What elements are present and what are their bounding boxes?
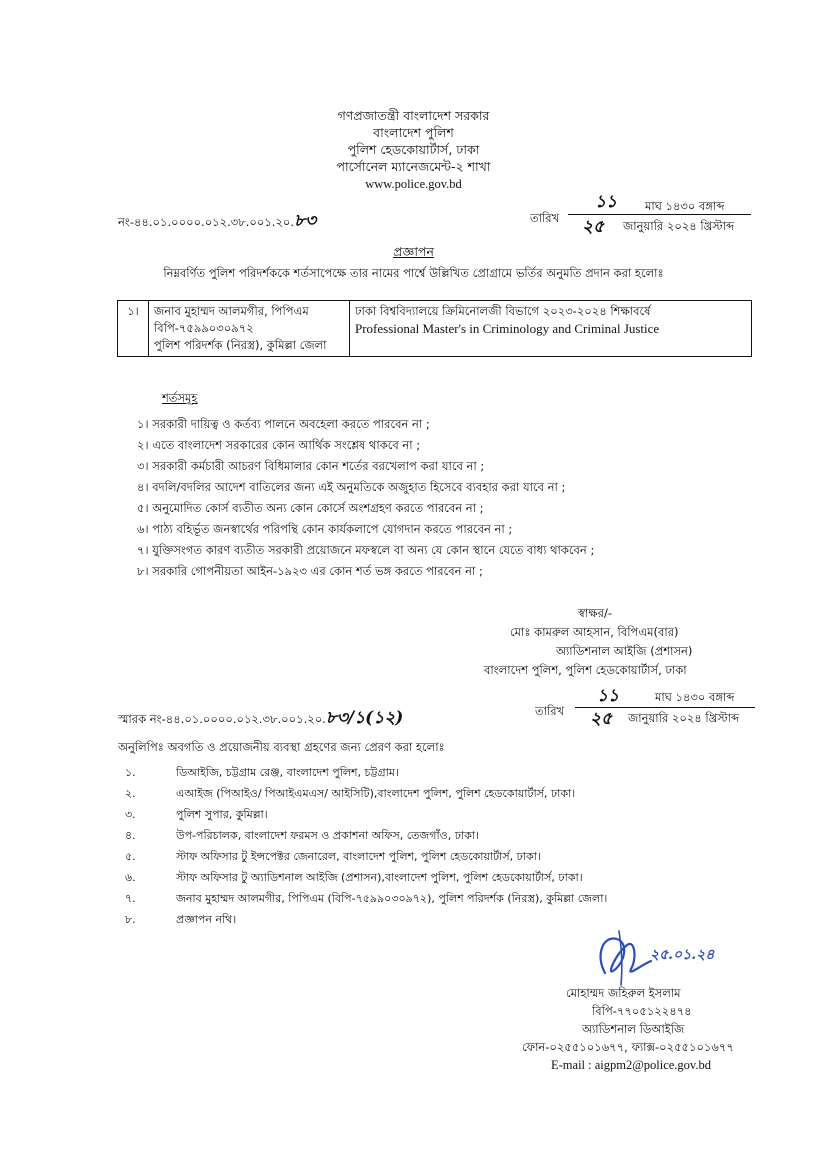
copy-item: স্টাফ অফিসার টু ইন্সপেক্টর জেনারেল, বাংলাদেশ পুলিশ, পুলিশ হেডকোয়ার্টার্স, ঢাকা। <box>176 850 541 863</box>
signatory1-designation: অ্যাডিশনাল আইজি (প্রশাসন) <box>556 644 693 658</box>
header-branch: পার্সোনেল ম্যানেজমেন্ট-২ শাখা <box>336 159 491 174</box>
header-police: বাংলাদেশ পুলিশ <box>373 125 454 140</box>
signatory2-name: মোহাম্মদ জহিরুল ইসলাম <box>566 986 681 1000</box>
signed-mark: স্বাক্ষর/- <box>578 606 613 620</box>
table-row <box>118 301 752 357</box>
memo2-date-bn-day: ১১ <box>597 686 620 706</box>
copy-number: ৮. <box>125 913 136 926</box>
copy-number: ১. <box>125 766 136 779</box>
memo-date-en-day: ২৫ <box>582 217 605 237</box>
copy-item: পুলিশ সুপার, কুমিল্লা। <box>176 808 268 821</box>
memo2-number <box>118 705 403 733</box>
officer-post: পুলিশ পরিদর্শক (নিরস্ত্র), কুমিল্লা জেলা <box>154 338 327 352</box>
memo-date-label: তারিখ <box>530 211 560 225</box>
signatory2-designation: অ্যাডিশনাল ডিআইজি <box>582 1022 685 1036</box>
header-govt: গণপ্রজাতন্ত্রী বাংলাদেশ সরকার <box>337 108 490 123</box>
program-en: Professional Master's in Criminology and Criminal Justice <box>355 321 660 336</box>
condition-item: ১। সরকারী দায়িত্ব ও কর্তব্য পালনে অবহেলা করতে পারবেন না ; <box>137 417 430 431</box>
signatory2-bp: বিপি-৭৭০৫১২২৪৭৪ <box>592 1004 692 1018</box>
signatory1-name: মোঃ কামরুল আহসান, বিপিএম(বার) <box>510 625 679 639</box>
copy-item: উপ-পরিচালক, বাংলাদেশ ফরমস ও প্রকাশনা অফিস, তেজগাঁও, ঢাকা। <box>176 829 479 842</box>
condition-item: ২। এতে বাংলাদেশ সরকারের কোন আর্থিক সংশ্লেষ থাকবে না ; <box>137 438 421 452</box>
condition-item: ৩। সরকারী কর্মচারী আচরণ বিধিমালার কোন শর্তের বরখেলাপ করা যাবে না ; <box>137 459 485 473</box>
memo-date-en: জানুয়ারি ২০২৪ খ্রিস্টাব্দ <box>623 219 735 233</box>
table-cell-serial: ১। <box>118 301 149 357</box>
condition-item: ৬। পাঠ্য বহির্ভূত জনস্বার্থের পরিপন্থি কোন কার্যকলাপে যোগদান করতে পারবেন না ; <box>137 522 513 536</box>
copy-item: এআইজ (পিআইও/ পিআইএমএস/ আইসিটি),বাংলাদেশ পুলিশ, পুলিশ হেডকোয়ার্টার্স, ঢাকা। <box>176 787 576 800</box>
copy-item: স্টাফ অফিসার টু অ্যাডিশনাল আইজি (প্রশাসন),বাংলাদেশ পুলিশ, পুলিশ হেডকোয়ার্টার্স, ঢাকা। <box>176 871 583 884</box>
memo-number <box>118 208 316 236</box>
copy-number: ৩. <box>125 808 136 821</box>
notice-title: প্রজ্ঞাপন <box>393 244 434 259</box>
copy-number: ৬. <box>125 871 136 884</box>
header-website[interactable]: www.police.gov.bd <box>365 177 462 191</box>
memo2-number-handwritten: ৮৩/১(১২) <box>325 708 404 728</box>
memo2-date-bn: মাঘ ১৪৩০ বঙ্গাব্দ <box>655 690 735 704</box>
table-cell-program <box>350 301 752 357</box>
condition-item: ৭। যুক্তিসংগত কারণ ব্যতীত সরকারী প্রয়োজনে মফস্বলে বা অন্য যে কোন স্থানে যেতে বাধ্য থাকবেন ; <box>137 543 595 557</box>
condition-item: ৪। বদলি/বদলির আদেশ বাতিলের জন্য এই অনুমতিকে অজুহাত হিসেবে ব্যবহার করা যাবে না ; <box>137 480 566 494</box>
memo-date-bn-day: ১১ <box>595 192 618 212</box>
memo-date-bn: মাঘ ১৪৩০ বঙ্গাব্দ <box>645 199 725 213</box>
nominee-table <box>117 300 752 357</box>
memo-number-handwritten: ৮৩ <box>294 211 317 231</box>
signatory1-office: বাংলাদেশ পুলিশ, পুলিশ হেডকোয়ার্টার্স, ঢাকা <box>484 663 687 677</box>
table-cell-officer <box>149 301 350 357</box>
signatory2-phone: ফোন-০২৫৫১০১৬৭৭, ফ্যাক্স-০২৫৫১০১৬৭৭ <box>522 1040 734 1054</box>
memo2-date-label: তারিখ <box>535 704 565 718</box>
copy-number: ৭. <box>125 892 136 905</box>
memo-number-text: নং-৪৪.০১.০০০০.০১২.৩৮.০০১.২০. <box>118 215 295 229</box>
signature-date: ২৫.০১.২৪ <box>650 947 715 963</box>
copy-item: প্রজ্ঞাপন নথি। <box>176 913 237 926</box>
officer-name: জনাব মুহাম্মদ আলমগীর, পিপিএম <box>154 304 309 318</box>
officer-bp: বিপি-৭৫৯৯০৩০৯৭২ <box>154 321 254 335</box>
copy-item: ডিআইজি, চট্টগ্রাম রেঞ্জ, বাংলাদেশ পুলিশ, চট্টগ্রাম। <box>176 766 399 779</box>
memo2-number-text: স্মারক নং-৪৪.০১.০০০০.০১২.৩৮.০০১.২০. <box>118 712 326 726</box>
conditions-title: শর্তসমূহ <box>162 391 198 405</box>
copy-number: ২. <box>125 787 136 800</box>
memo2-date-en: জানুয়ারি ২০২৪ খ্রিস্টাব্দ <box>628 711 740 725</box>
copy-number: ৪. <box>125 829 136 842</box>
signatory2-email[interactable]: E-mail : aigpm2@police.gov.bd <box>551 1058 711 1072</box>
memo2-date-en-day: ২৫ <box>590 709 613 729</box>
notice-body: নিম্নবর্ণিত পুলিশ পরিদর্শককে শর্তসাপেক্ষে তার নামের পার্শ্বে উল্লিখিত প্রোগ্রামে ভর্তির অনুমতি প্রদান করা হলোঃ <box>163 266 664 280</box>
copy-number: ৫. <box>125 850 136 863</box>
copy-item: জনাব মুহাম্মদ আলমগীর, পিপিএম (বিপি-৭৫৯৯০৩০৯৭২), পুলিশ পরিদর্শক (নিরস্ত্র), কুমিল্লা জেলা। <box>176 892 608 905</box>
condition-item: ৫। অনুমোদিত কোর্স ব্যতীত অন্য কোন কোর্সে অংশগ্রহণ করতে পারবেন না ; <box>137 501 484 515</box>
header-hq: পুলিশ হেডকোয়ার্টার্স, ঢাকা <box>347 142 480 157</box>
copies-intro: অনুলিপিঃ অবগতি ও প্রয়োজনীয় ব্যবস্থা গ্রহণের জন্য প্রেরণ করা হলোঃ <box>118 740 445 754</box>
condition-item: ৮। সরকারি গোপনীয়তা আইন-১৯২৩ এর কোন শর্ত ভঙ্গ করতে পারবেন না ; <box>137 564 483 578</box>
program-bn: ঢাকা বিশ্ববিদ্যালয়ে ক্রিমিনোলজী বিভাগে ২০২৩-২০২৪ শিক্ষাবর্ষে <box>355 304 651 318</box>
